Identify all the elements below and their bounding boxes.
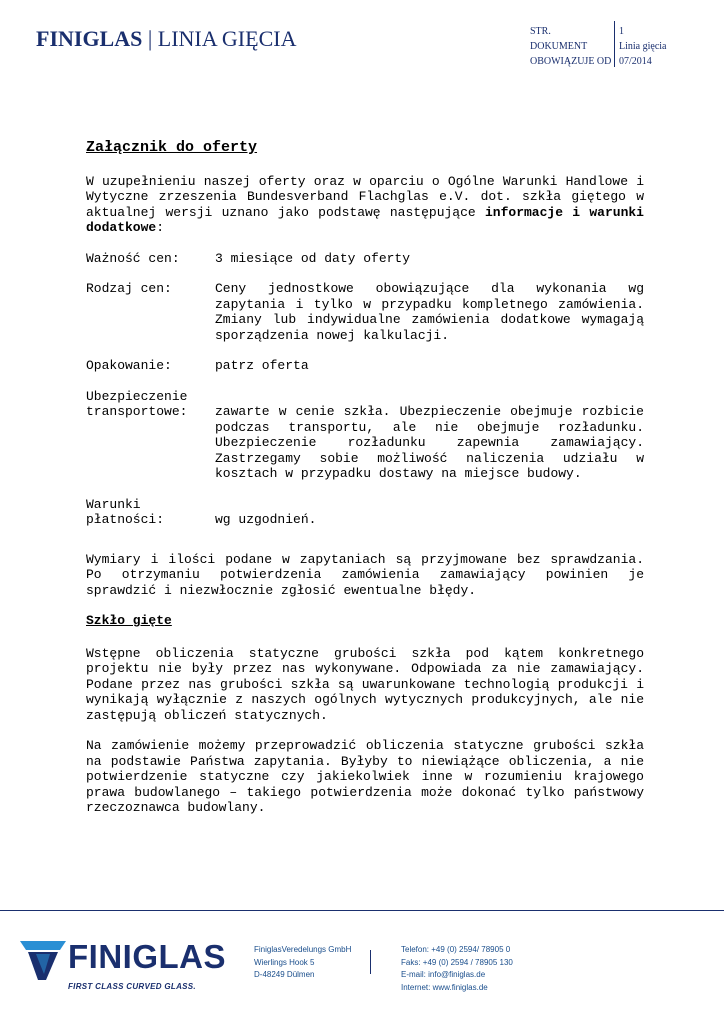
company-address [254, 944, 351, 982]
meta-label-valid-from: OBOWIĄZUJE OD [530, 56, 612, 67]
term-value: wg uzgodnień. [215, 512, 317, 527]
logo-wordmark: FINIGLAS [68, 938, 226, 975]
dimensions-note: Wymiary i ilości podane w zapytaniach są przyjmowane bez sprawdzania. Po otrzymaniu potwierdzenia zamówienia zamawiający powinien je sprawdzić i niezwłocznie zgłosić ewentualne błędy. [86, 551, 644, 598]
footer-rule [0, 910, 724, 911]
meta-divider [614, 21, 615, 67]
term-label-line2: transportowe: [86, 404, 188, 419]
logo-mark-icon [20, 938, 66, 982]
term-value: zawarte w cenie szkła. Ubezpieczenie obejmuje rozbicie podczas transportu, ale nie obejmuje rozładunku. Ubezpieczenie rozładunku zapewnia zamawiający. Zastrzegamy sobie możliwość naliczenia udziału w kosztach w przypadku dostawy na miejsce budowy. [215, 404, 644, 481]
header-brand: FINIGLAS [36, 26, 143, 51]
meta-value-valid-from: 07/2014 [619, 56, 652, 67]
intro-end: : [156, 220, 165, 235]
contact-email: E-mail: info@finiglas.de [401, 970, 486, 979]
meta-labels [530, 24, 612, 69]
section-paragraph-2: Na zamówienie możemy przeprowadzić obliczenia statyczne grubości szkła na podstawie Państwa zapytania. Byłyby to niewiążące obliczenia, a nie potwierdzenie statyczne czy jakiekolwiek inne w rozumieniu krajowego prawa budowlanego – takiego potwierdzenia może dokonać tylko państwowy rzeczoznawca budowlany. [86, 738, 644, 815]
meta-value-document: Linia gięcia [619, 41, 667, 52]
term-label-line2: płatności: [86, 512, 165, 527]
address-street: Wierlings Hook 5 [254, 957, 315, 967]
meta-label-page: STR. [530, 26, 551, 37]
term-row-price-type [86, 281, 644, 343]
intro-text: W uzupełnieniu naszej oferty oraz w oparciu o Ogólne Warunki Handlowe i Wytyczne zrzeszenia Bundesverband Flachglas e.V. dot. szkła giętego w aktualnej wersji uznano jako podstawę następujące [86, 173, 644, 220]
section-title: Szkło gięte [86, 613, 172, 628]
term-row-price-validity [86, 251, 644, 267]
logo-tagline: FIRST CLASS CURVED GLASS. [68, 982, 196, 991]
term-label: Rodzaj cen: [86, 281, 172, 296]
term-label-line1: Ubezpieczenie [86, 388, 188, 404]
term-label-line1: Warunki [86, 496, 141, 512]
term-value: Ceny jednostkowe obowiązujące dla wykonania wg zapytania i tylko w przypadku kompletnego zamówienia. Zmiany lub indywidualne zamówienia dodatkowe wymagają sporządzenia nowej kalkulacji. [215, 281, 644, 343]
meta-label-document: DOKUMENT [530, 41, 588, 52]
address-city: D-48249 Dülmen [254, 970, 315, 979]
intro-paragraph [86, 174, 644, 236]
address-company: FiniglasVeredelungs GmbH [254, 945, 352, 954]
contact-website: Internet: www.finiglas.de [401, 982, 488, 992]
contact-fax: Faks: +49 (0) 2594 / 78905 130 [401, 957, 513, 967]
term-row-transport-insurance [86, 389, 644, 482]
document-body [86, 140, 644, 831]
term-value: patrz oferta [215, 358, 309, 373]
term-row-packaging [86, 358, 644, 374]
footer-divider [370, 950, 371, 974]
intro-bold: informacje i warunki dodatkowe [86, 204, 644, 235]
header-separator: | [147, 26, 153, 51]
header-subtitle: LINIA GIĘCIA [157, 26, 297, 51]
term-label: Ważność cen: [86, 250, 180, 266]
contact-phone: Telefon: +49 (0) 2594/ 78905 0 [401, 945, 511, 954]
meta-values [619, 24, 699, 69]
section-paragraph-1: Wstępne obliczenia statyczne grubości szkła pod kątem konkretnego projektu nie były przez nas wykonywane. Odpowiada za nie zamawiający. Podane przez nas grubości szkła są uwarunkowane technologią produkcji i wynikają wyłącznie z naszych ogólnych wytycznych produkcyjnych, ale nie zastępują obliczeń statycznych. [86, 645, 644, 723]
document-title: Załącznik do oferty [86, 139, 258, 156]
company-logo [20, 938, 240, 1018]
header-title [36, 26, 296, 52]
term-label: Opakowanie: [86, 358, 172, 373]
term-row-payment [86, 497, 644, 528]
term-value: 3 miesiące od daty oferty [215, 250, 411, 266]
company-contact [401, 944, 513, 994]
meta-value-page: 1 [619, 26, 624, 37]
